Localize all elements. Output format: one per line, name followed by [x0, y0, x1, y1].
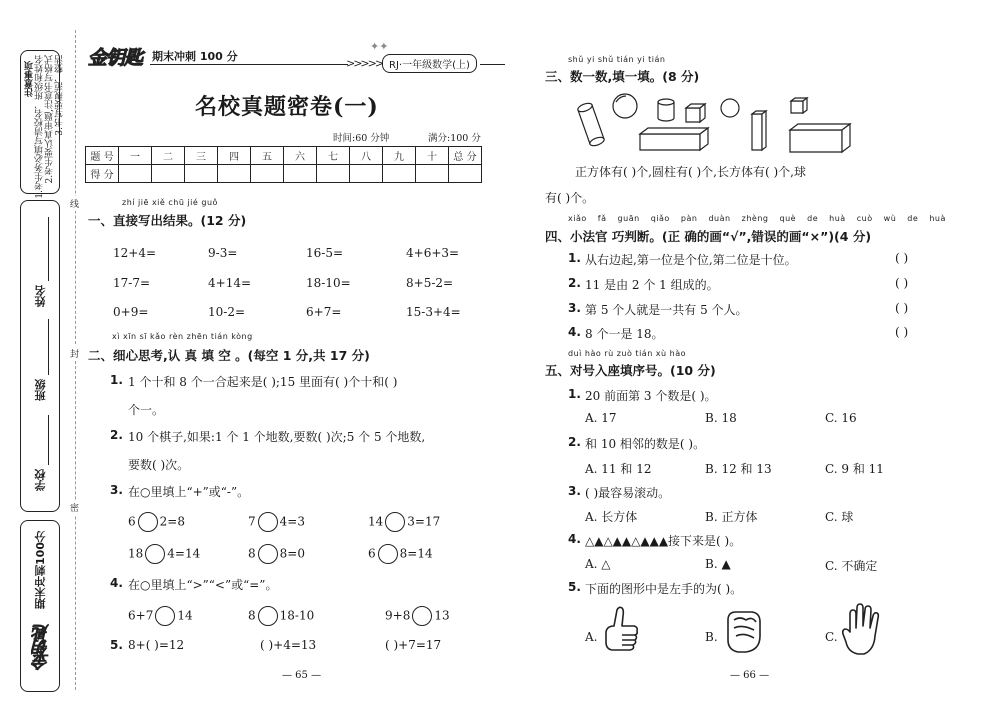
- fill-expression: [368, 512, 440, 532]
- expr-right: 4=14: [167, 546, 201, 561]
- option-c[interactable]: C. 9 和 11: [825, 462, 884, 476]
- table-cell: 八: [350, 147, 383, 165]
- question-number: 4.: [568, 325, 581, 339]
- section4-pinyin: xiǎo fǎ guān qiǎo pàn duàn zhèng què de huà cuò wù de huà: [568, 214, 946, 223]
- calc-item: 16-5=: [306, 246, 344, 260]
- question-number: 4.: [568, 532, 581, 546]
- compare-expression: [248, 606, 314, 626]
- answer-paren[interactable]: ( ): [895, 325, 909, 339]
- question-number: 2.: [568, 435, 581, 449]
- compare-expression: [385, 606, 450, 626]
- sphere-icon: [721, 99, 739, 117]
- logo-vertical: 金钥匙: [32, 625, 51, 670]
- class-field-label: 班级: [34, 379, 47, 401]
- question-text: 1 个十和 8 个一合起来是( );15 里面有( )个十和( ): [128, 375, 398, 389]
- question-number: 1.: [568, 387, 581, 401]
- table-cell: 四: [218, 147, 251, 165]
- question-text: 在○里填上“+”或“-”。: [128, 485, 250, 499]
- judge-statement: 11 是由 2 个 1 组成的。: [585, 278, 719, 292]
- expr-right: 14: [177, 608, 193, 623]
- solid-shapes-figure: [570, 92, 870, 156]
- sphere-icon: [613, 94, 637, 118]
- chevron-arrows-icon: >>>>>: [346, 57, 383, 70]
- notice-line: 1.考生务必填写清校名、班级和姓名: [35, 55, 45, 199]
- option-b[interactable]: B. 18: [705, 411, 737, 425]
- fist-hand-icon: [720, 606, 766, 656]
- brand-vertical-text: 期末冲刺100分: [34, 531, 47, 609]
- shape-count-line: 有( )个。: [545, 191, 595, 205]
- section1-title: 一、直接写出结果。(12 分): [88, 213, 247, 228]
- section3-pinyin: shǔ yi shǔ tián yi tián: [568, 55, 666, 64]
- option-c[interactable]: C. 不确定: [825, 559, 878, 573]
- table-cell: 题 号: [86, 147, 119, 165]
- grade-tag: RJ·一年级数学(上): [382, 54, 477, 73]
- circle-blank[interactable]: [412, 606, 432, 626]
- fill-expression: [128, 512, 185, 532]
- score-table-score-row: [86, 165, 482, 183]
- notice-line: 2.考生要认真审题,注意书写格式: [45, 55, 55, 184]
- section5-title: 五、对号入座填序号。(10 分): [545, 363, 716, 378]
- fill-expression: [368, 544, 433, 564]
- judge-statement: 8 个一是 18。: [585, 327, 664, 341]
- cuboid-icon: [790, 124, 850, 152]
- fill-expression: [248, 512, 305, 532]
- expr-right: 13: [434, 608, 450, 623]
- question-number: 5.: [568, 580, 581, 594]
- question-number: 1.: [568, 251, 581, 265]
- expr-left: 9+8: [385, 608, 411, 623]
- score-input-cell[interactable]: [119, 165, 152, 183]
- option-a[interactable]: A.: [585, 630, 598, 644]
- exam-full-score: 满分:100 分: [428, 133, 481, 144]
- notice-line: 3.书写要规范、整洁: [55, 55, 65, 136]
- section4-title: 四、小法官 巧判断。(正 确的画“√”,错误的画“×”)(4 分): [545, 229, 872, 244]
- section1-pinyin: zhí jiē xiě chū jié guǒ: [122, 198, 218, 207]
- section2-title: 二、细心思考,认 真 填 空 。(每空 1 分,共 17 分): [88, 348, 370, 363]
- expr-right: 3=17: [407, 514, 441, 529]
- score-table: [85, 146, 482, 183]
- section5-pinyin: duì hào rù zuò tián xù hào: [568, 349, 687, 358]
- expr-left: 14: [368, 514, 384, 529]
- calc-item: 4+14=: [208, 276, 252, 290]
- question-text: 个一。: [128, 403, 165, 417]
- question-number: 2.: [110, 428, 123, 442]
- calc-item: 0+9=: [113, 305, 149, 319]
- fill-expression: ( )+4=13: [260, 638, 317, 652]
- calc-item: 9-3=: [208, 246, 238, 260]
- judge-statement: 第 5 个人就是一共有 5 个人。: [585, 303, 748, 317]
- option-c[interactable]: C. 16: [825, 411, 857, 425]
- question-number: 3.: [568, 301, 581, 315]
- question-text: ( )最容易滚动。: [585, 486, 671, 500]
- question-text: 20 前面第 3 个数是( )。: [585, 389, 717, 403]
- fill-expression: ( )+7=17: [385, 638, 442, 652]
- question-number: 3.: [568, 484, 581, 498]
- option-a[interactable]: A. 17: [585, 411, 617, 425]
- score-input-cell[interactable]: [416, 165, 449, 183]
- judge-statement: 从右边起,第一位是个位,第二位是十位。: [585, 253, 797, 267]
- table-cell: 五: [251, 147, 284, 165]
- option-b[interactable]: B. 12 和 13: [705, 462, 772, 476]
- table-cell: 九: [383, 147, 416, 165]
- expr-right: 4=3: [279, 514, 305, 529]
- circle-blank[interactable]: [258, 544, 278, 564]
- expr-left: 8: [248, 546, 256, 561]
- option-a[interactable]: A. △: [585, 557, 611, 571]
- table-cell: 总 分: [449, 147, 482, 165]
- option-b[interactable]: B.: [705, 630, 718, 644]
- score-input-cell[interactable]: [284, 165, 317, 183]
- binding-margin: [0, 0, 80, 703]
- table-cell: 二: [152, 147, 185, 165]
- circle-blank[interactable]: [258, 512, 278, 532]
- score-input-cell[interactable]: [350, 165, 383, 183]
- calc-item: 6+7=: [306, 305, 342, 319]
- cube-icon: [686, 104, 705, 122]
- calc-item: 17-7=: [113, 276, 151, 290]
- expr-right: 8=14: [399, 546, 433, 561]
- circle-blank[interactable]: [145, 544, 165, 564]
- question-number: 3.: [110, 483, 123, 497]
- expr-left: 7: [248, 514, 256, 529]
- cut-label: 封: [70, 346, 79, 361]
- table-cell: 三: [185, 147, 218, 165]
- shape-count-line: 正方体有( )个,圆柱有( )个,长方体有( )个,球: [575, 165, 806, 179]
- question-text: △▲△▲▲△▲▲▲接下来是( )。: [585, 534, 742, 548]
- cuboid-icon: [752, 111, 766, 150]
- expr-left: 8: [248, 608, 256, 623]
- question-text: 和 10 相邻的数是( )。: [585, 437, 706, 451]
- circle-blank[interactable]: [385, 512, 405, 532]
- cylinder-icon: [577, 102, 605, 148]
- expr-right: 2=8: [159, 514, 185, 529]
- question-number: 5.: [110, 638, 123, 652]
- cut-label: 线: [70, 196, 79, 211]
- question-number: 2.: [568, 276, 581, 290]
- answer-paren[interactable]: ( ): [895, 251, 909, 265]
- sparkle-icon: ✦✦: [370, 40, 389, 53]
- expr-left: 6: [128, 514, 136, 529]
- circle-blank[interactable]: [155, 606, 175, 626]
- fill-expression: [248, 544, 305, 564]
- table-cell: 一: [119, 147, 152, 165]
- cylinder-icon: [658, 99, 674, 121]
- question-text: 10 个棋子,如果:1 个 1 个地数,要数( )次;5 个 5 个地数,: [128, 430, 426, 444]
- series-name: 期末冲刺 100 分: [152, 50, 238, 63]
- fill-expression: 8+( )=12: [128, 638, 185, 652]
- thumbs-up-hand-icon: [600, 604, 642, 658]
- cut-label: 密: [70, 500, 79, 515]
- option-b[interactable]: B. 正方体: [705, 510, 758, 524]
- exam-title: 名校真题密卷(一): [195, 94, 379, 120]
- section2-pinyin: xì xīn sī kǎo rèn zhēn tián kòng: [112, 332, 253, 341]
- answer-paren[interactable]: ( ): [895, 301, 909, 315]
- calc-item: 15-3+4=: [406, 305, 461, 319]
- calc-item: 18-10=: [306, 276, 351, 290]
- score-table-header-row: [86, 147, 482, 165]
- fill-expression: [128, 544, 200, 564]
- table-cell: 七: [317, 147, 350, 165]
- option-c[interactable]: C.: [825, 630, 838, 644]
- score-input-cell[interactable]: [251, 165, 284, 183]
- circle-blank[interactable]: [258, 606, 278, 626]
- expr-left: 6+7: [128, 608, 154, 623]
- score-input-cell[interactable]: [317, 165, 350, 183]
- table-cell: 六: [284, 147, 317, 165]
- question-text: 要数( )次。: [128, 458, 190, 472]
- open-hand-icon: [840, 602, 886, 660]
- expr-left: 18: [128, 546, 144, 561]
- section3-title: 三、数一数,填一填。(8 分): [545, 69, 700, 84]
- circle-blank[interactable]: [378, 544, 398, 564]
- calc-item: 4+6+3=: [406, 246, 460, 260]
- question-number: 1.: [110, 373, 123, 387]
- logo: 金钥匙: [88, 47, 143, 69]
- score-input-cell[interactable]: [449, 165, 482, 183]
- option-c[interactable]: C. 球: [825, 510, 854, 524]
- cuboid-icon: [640, 128, 708, 150]
- circle-blank[interactable]: [138, 512, 158, 532]
- question-text: 在○里填上“>”“<”或“=”。: [128, 578, 278, 592]
- option-b[interactable]: B. ▲: [705, 557, 731, 571]
- score-input-cell[interactable]: [383, 165, 416, 183]
- option-a[interactable]: A. 长方体: [585, 510, 638, 524]
- calc-item: 12+4=: [113, 246, 157, 260]
- question-text: 下面的图形中是左手的为( )。: [585, 582, 743, 596]
- notice-box: [20, 50, 65, 199]
- answer-paren[interactable]: ( ): [895, 276, 909, 290]
- brand-box: [20, 520, 60, 692]
- calc-item: 8+5-2=: [406, 276, 454, 290]
- table-cell: 得 分: [86, 165, 119, 183]
- info-box: [20, 200, 60, 512]
- score-input-cell[interactable]: [152, 165, 185, 183]
- cube-icon: [791, 98, 807, 113]
- expr-right: 8=0: [279, 546, 305, 561]
- score-input-cell[interactable]: [185, 165, 218, 183]
- option-a[interactable]: A. 11 和 12: [585, 462, 652, 476]
- score-input-cell[interactable]: [218, 165, 251, 183]
- exam-time: 时间:60 分钟: [333, 133, 390, 144]
- notice-label: 注意事项: [25, 61, 35, 97]
- name-field-label: 姓名: [34, 285, 47, 307]
- question-number: 4.: [110, 576, 123, 590]
- expr-right: 18-10: [279, 608, 315, 623]
- school-field-label: 学校: [34, 469, 47, 491]
- page-number-left: — 65 —: [282, 670, 322, 681]
- compare-expression: [128, 606, 193, 626]
- calc-item: 10-2=: [208, 305, 246, 319]
- expr-left: 6: [368, 546, 376, 561]
- page-number-right: — 66 —: [730, 670, 770, 681]
- table-cell: 十: [416, 147, 449, 165]
